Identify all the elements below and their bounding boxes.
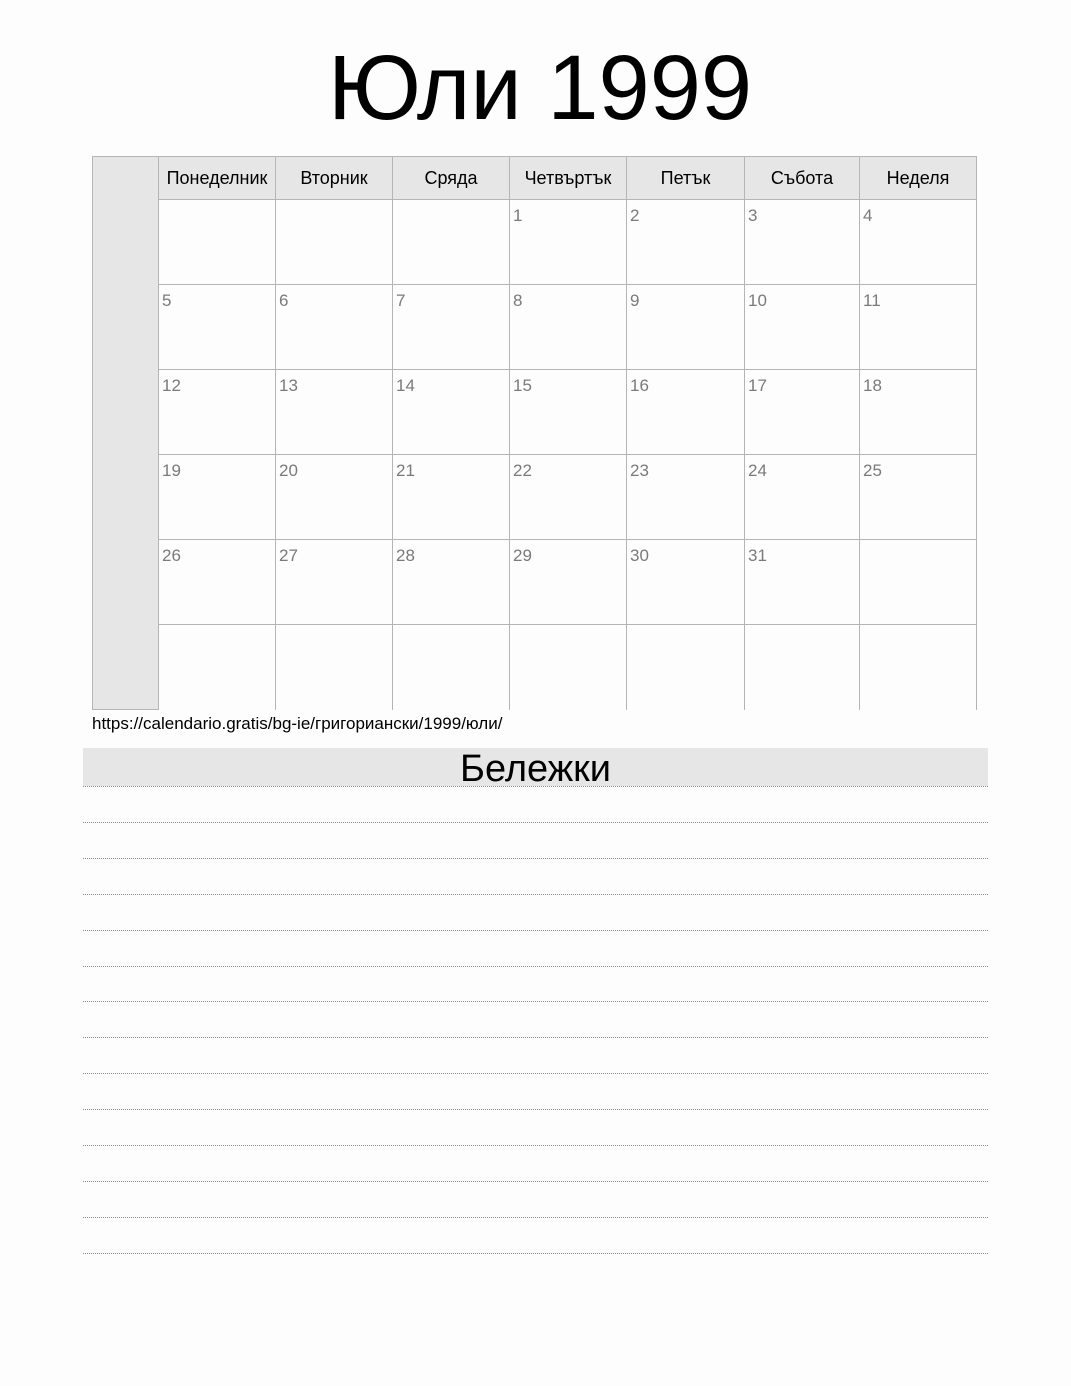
day-cell (627, 370, 745, 455)
day-number: 21 (396, 461, 415, 480)
day-number: 17 (748, 376, 767, 395)
day-cell (745, 540, 860, 625)
note-line (83, 1217, 988, 1218)
day-cell (510, 455, 627, 540)
day-number: 9 (630, 291, 640, 310)
day-cell (159, 455, 276, 540)
day-cell (510, 370, 627, 455)
day-number: 16 (630, 376, 649, 395)
day-number: 27 (279, 546, 298, 565)
day-cell (745, 455, 860, 540)
day-cell (159, 200, 276, 285)
day-cell (627, 455, 745, 540)
note-line (83, 1253, 988, 1254)
day-number: 22 (513, 461, 532, 480)
day-number: 23 (630, 461, 649, 480)
day-number: 4 (863, 206, 873, 225)
day-cell (860, 285, 976, 370)
note-line (83, 894, 988, 895)
note-line (83, 1181, 988, 1182)
note-line (83, 1073, 988, 1074)
notes-title: Бележки (460, 748, 611, 790)
day-cell (510, 285, 627, 370)
day-cell (745, 625, 860, 710)
note-line (83, 786, 988, 787)
day-cell (510, 200, 627, 285)
day-cell (860, 370, 976, 455)
day-number: 18 (863, 376, 882, 395)
day-cell (745, 285, 860, 370)
day-cell (393, 285, 510, 370)
day-cell (393, 200, 510, 285)
day-cell (393, 540, 510, 625)
day-number: 26 (162, 546, 181, 565)
day-cell (276, 625, 393, 710)
day-cell (276, 455, 393, 540)
weekday-header: Събота (745, 157, 860, 200)
note-line (83, 1109, 988, 1110)
day-cell (627, 200, 745, 285)
day-cell (860, 455, 976, 540)
day-number: 10 (748, 291, 767, 310)
day-number: 31 (748, 546, 767, 565)
day-number: 20 (279, 461, 298, 480)
weekday-header: Понеделник (159, 157, 276, 200)
day-number: 3 (748, 206, 758, 225)
day-cell (510, 540, 627, 625)
day-number: 14 (396, 376, 415, 395)
calendar-title: Юли 1999 (327, 37, 753, 139)
day-cell (745, 370, 860, 455)
day-cell (159, 540, 276, 625)
calendar-grid (92, 156, 977, 710)
month-table (159, 157, 976, 709)
day-cell (276, 370, 393, 455)
day-number: 28 (396, 546, 415, 565)
day-number: 13 (279, 376, 298, 395)
notes-header (83, 748, 988, 790)
day-cell (276, 200, 393, 285)
note-line (83, 1001, 988, 1002)
day-number: 12 (162, 376, 181, 395)
day-number: 25 (863, 461, 882, 480)
day-cell (860, 540, 976, 625)
day-cell (276, 285, 393, 370)
weekday-header: Вторник (276, 157, 393, 200)
weekday-header: Неделя (860, 157, 976, 200)
note-line (83, 930, 988, 931)
week-number-column (93, 157, 159, 709)
day-number: 8 (513, 291, 523, 310)
day-number: 6 (279, 291, 289, 310)
note-line (83, 1037, 988, 1038)
day-cell (159, 370, 276, 455)
day-cell (745, 200, 860, 285)
weekday-header: Сряда (393, 157, 510, 200)
day-cell (393, 625, 510, 710)
note-line (83, 966, 988, 967)
day-number: 7 (396, 291, 406, 310)
day-cell (627, 285, 745, 370)
day-number: 24 (748, 461, 767, 480)
day-cell (860, 200, 976, 285)
day-cell (393, 455, 510, 540)
weekday-header: Четвъртък (510, 157, 627, 200)
day-number: 5 (162, 291, 172, 310)
source-url[interactable]: https://calendario.gratis/bg-ie/григориански/1999/юли/ (92, 714, 503, 733)
day-number: 30 (630, 546, 649, 565)
day-number: 29 (513, 546, 532, 565)
day-cell (510, 625, 627, 710)
note-line (83, 858, 988, 859)
weekday-header: Петък (627, 157, 745, 200)
day-cell (627, 625, 745, 710)
day-number: 19 (162, 461, 181, 480)
note-line (83, 822, 988, 823)
day-cell (860, 625, 976, 710)
day-cell (159, 285, 276, 370)
day-cell (393, 370, 510, 455)
day-number: 2 (630, 206, 640, 225)
note-line (83, 1145, 988, 1146)
day-cell (276, 540, 393, 625)
day-cell (159, 625, 276, 710)
day-number: 1 (513, 206, 523, 225)
day-number: 11 (863, 291, 881, 310)
day-number: 15 (513, 376, 532, 395)
day-cell (627, 540, 745, 625)
